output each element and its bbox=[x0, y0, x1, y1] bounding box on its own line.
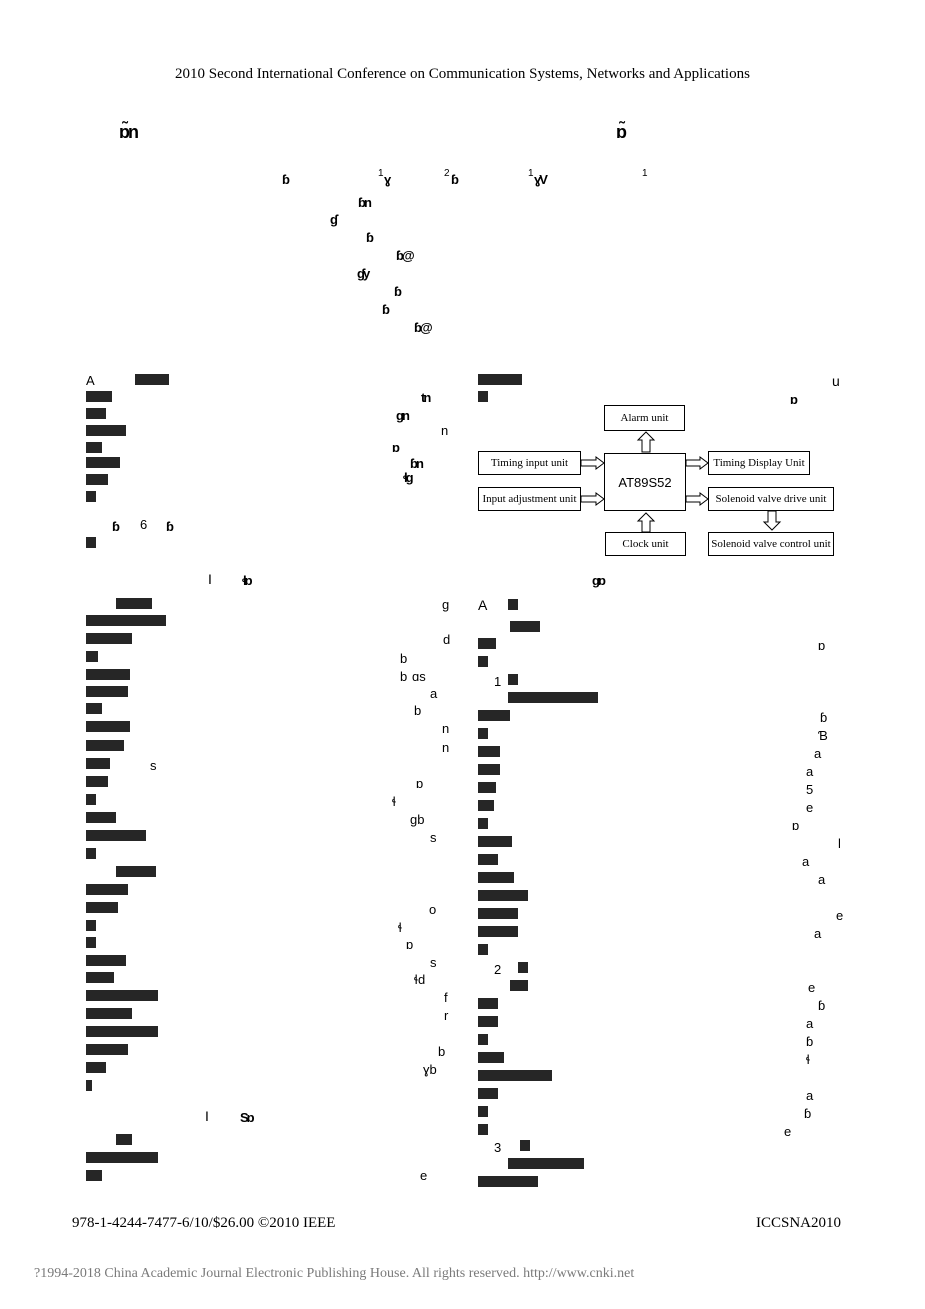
valve-control-block: Solenoid valve control unit bbox=[708, 532, 834, 556]
author-sup-4: 1 bbox=[642, 168, 648, 179]
left-fragment: n bbox=[441, 423, 449, 438]
garbled-glyph-run bbox=[86, 1170, 102, 1181]
edge-glyph: a bbox=[430, 686, 438, 701]
arrow-to-alarm bbox=[638, 432, 654, 452]
edge-glyph: Ɓ bbox=[818, 728, 828, 743]
edge-glyph: ɓ bbox=[804, 1106, 812, 1121]
garbled-glyph-run bbox=[116, 866, 156, 877]
title-fragment-right: ɒ̃ bbox=[616, 122, 625, 142]
edge-glyph: ɬd bbox=[414, 972, 426, 987]
edge-glyph: g bbox=[442, 597, 450, 612]
edge-glyph: e bbox=[784, 1124, 792, 1139]
arrow-to-valve-control bbox=[764, 511, 780, 530]
garbled-glyph-run bbox=[86, 633, 132, 644]
edge-glyph: a bbox=[814, 746, 822, 761]
garbled-glyph-run bbox=[478, 1034, 488, 1045]
edge-glyph: ɑs bbox=[412, 669, 426, 684]
edge-glyph: a bbox=[806, 764, 814, 779]
left-last-char: e bbox=[420, 1168, 428, 1183]
edge-glyph: ɡb bbox=[410, 812, 425, 827]
garbled-glyph-run bbox=[86, 669, 130, 680]
edge-glyph: a bbox=[806, 1016, 814, 1031]
garbled-glyph-run bbox=[86, 920, 96, 931]
garbled-glyph-run bbox=[86, 1152, 158, 1163]
garbled-glyph-run bbox=[478, 746, 500, 757]
garbled-glyph-run bbox=[478, 1106, 488, 1117]
affiliation-fragment: ɓ bbox=[382, 302, 388, 317]
list-number-3: 3 bbox=[494, 1140, 502, 1155]
left-fragment: ɒ bbox=[392, 440, 398, 455]
garbled-glyph-run bbox=[478, 944, 488, 955]
edge-glyph: ɬ bbox=[398, 920, 402, 935]
garbled-glyph-run bbox=[86, 651, 98, 662]
garbled-glyph-run bbox=[86, 1062, 106, 1073]
arrow-to-valve-drive bbox=[686, 493, 708, 505]
author-sup-2: 2 bbox=[444, 168, 450, 179]
right-fragment: ɒ bbox=[790, 392, 796, 407]
edge-glyph: b bbox=[438, 1044, 446, 1059]
garbled-glyph-run bbox=[86, 884, 128, 895]
edge-glyph: ɬ bbox=[392, 794, 396, 809]
garbled-glyph-run bbox=[508, 674, 518, 685]
garbled-glyph-run bbox=[86, 812, 116, 823]
author-sup-1: 1 bbox=[378, 168, 384, 179]
edge-glyph: d bbox=[443, 632, 451, 647]
garbled-glyph-run bbox=[86, 615, 166, 626]
garbled-glyph-run bbox=[86, 758, 110, 769]
garbled-glyph-run bbox=[520, 1140, 530, 1151]
edge-glyph: ɣb bbox=[423, 1062, 437, 1077]
left-fragment: ɬg bbox=[403, 470, 412, 485]
edge-glyph: ɓ bbox=[806, 1034, 814, 1049]
section-1-title: ɬɒ bbox=[242, 573, 251, 588]
author-sup-3: 1 bbox=[528, 168, 534, 179]
edge-glyph: 5 bbox=[806, 782, 814, 797]
garbled-glyph-run bbox=[86, 1008, 132, 1019]
arrow-from-clock bbox=[638, 513, 654, 532]
edge-glyph: ɒ bbox=[792, 818, 800, 833]
left-fragment: ɡn bbox=[396, 408, 408, 423]
affiliation-fragment: ɓ@ bbox=[396, 248, 413, 263]
author-fragment-c: ɓ bbox=[451, 172, 457, 187]
garbled-glyph-run bbox=[478, 836, 512, 847]
garbled-glyph-run bbox=[478, 926, 518, 937]
alarm-unit-block: Alarm unit bbox=[604, 405, 685, 431]
author-fragment-a: ɓ bbox=[282, 172, 288, 187]
footer-isbn: 978-1-4244-7477-6/10/$26.00 ©2010 IEEE bbox=[72, 1215, 336, 1231]
keyword-fragment: 6 bbox=[140, 517, 148, 532]
garbled-glyph-run bbox=[478, 890, 528, 901]
garbled-glyph-run bbox=[86, 902, 118, 913]
list-number-2: 2 bbox=[494, 962, 502, 977]
affiliation-fragment: ɠ bbox=[330, 212, 336, 227]
edge-glyph: ɓ bbox=[820, 710, 828, 725]
garbled-glyph-run bbox=[86, 937, 96, 948]
right-fragment: u bbox=[832, 373, 840, 389]
edge-glyph: ɬ bbox=[806, 1052, 810, 1067]
garbled-glyph-run bbox=[478, 1124, 488, 1135]
garbled-glyph-run bbox=[86, 972, 114, 983]
list-number-1: 1 bbox=[494, 674, 502, 689]
left-fragment: tn bbox=[421, 390, 430, 405]
edge-glyph: e bbox=[806, 800, 814, 815]
edge-glyph: ɒ bbox=[416, 776, 424, 791]
garbled-glyph-run bbox=[478, 1176, 538, 1187]
edge-glyph: s bbox=[430, 955, 437, 970]
figure-caption-fragment: ɡɒ bbox=[592, 573, 604, 588]
garbled-glyph-run bbox=[478, 818, 488, 829]
section-2-number: I bbox=[205, 1108, 209, 1124]
garbled-glyph-run bbox=[86, 955, 126, 966]
garbled-glyph-run bbox=[86, 686, 128, 697]
section-2-title: Sɒ bbox=[240, 1110, 253, 1125]
edge-glyph: ɒ bbox=[818, 638, 826, 653]
edge-glyph: b bbox=[400, 669, 408, 684]
garbled-glyph-run bbox=[478, 728, 488, 739]
garbled-glyph-run bbox=[86, 740, 124, 751]
timing-display-block: Timing Display Unit bbox=[708, 451, 810, 475]
garbled-glyph-run bbox=[478, 854, 498, 865]
edge-glyph: a bbox=[814, 926, 822, 941]
garbled-glyph-run bbox=[86, 990, 158, 1001]
garbled-glyph-run bbox=[478, 782, 496, 793]
garbled-glyph-run bbox=[478, 872, 514, 883]
garbled-glyph-run bbox=[86, 1044, 128, 1055]
garbled-glyph-run bbox=[478, 1070, 552, 1081]
garbled-glyph-run bbox=[86, 776, 108, 787]
garbled-glyph-run bbox=[86, 1026, 158, 1037]
garbled-glyph-run bbox=[478, 800, 494, 811]
affiliation-fragment: ɓ bbox=[366, 230, 372, 245]
timing-input-block: Timing input unit bbox=[478, 451, 581, 475]
subsection-a-label: A bbox=[478, 597, 488, 613]
garbled-glyph-run bbox=[478, 638, 496, 649]
copyright-notice: ?1994-2018 China Academic Journal Electronic Publishing House. All rights reserved. http://www.cnki.net bbox=[34, 1266, 635, 1281]
edge-glyph: a bbox=[806, 1088, 814, 1103]
left-fragment: ɓn bbox=[410, 456, 422, 471]
garbled-glyph-run bbox=[86, 1080, 92, 1091]
footer-conference-code: ICCSNA2010 bbox=[756, 1215, 842, 1231]
garbled-glyph-run bbox=[86, 794, 96, 805]
garbled-glyph-run bbox=[478, 1088, 498, 1099]
garbled-glyph-run bbox=[510, 621, 540, 632]
garbled-glyph-run bbox=[508, 599, 518, 610]
arrow-from-timing-input bbox=[581, 457, 604, 469]
garbled-glyph-run bbox=[478, 998, 498, 1009]
garbled-glyph-run bbox=[478, 1016, 498, 1027]
edge-glyph: a bbox=[802, 854, 810, 869]
garbled-glyph-run bbox=[508, 1158, 584, 1169]
edge-glyph: e bbox=[836, 908, 844, 923]
arrow-from-input-adjust bbox=[581, 493, 604, 505]
author-fragment-d: ɣV bbox=[534, 172, 546, 187]
edge-glyph: o bbox=[429, 902, 437, 917]
affiliation-fragment: ɓn bbox=[358, 195, 370, 210]
edge-glyph: e bbox=[808, 980, 816, 995]
garbled-glyph-run bbox=[518, 962, 528, 973]
affiliation-fragment: ɓ bbox=[394, 284, 400, 299]
edge-glyph: r bbox=[444, 1008, 449, 1023]
edge-glyph: b bbox=[400, 651, 408, 666]
garbled-glyph-run bbox=[478, 656, 488, 667]
garbled-glyph-run bbox=[86, 703, 102, 714]
edge-glyph: b bbox=[414, 703, 422, 718]
garbled-glyph-run bbox=[86, 848, 96, 859]
garbled-glyph-run bbox=[478, 710, 510, 721]
section-1-number: I bbox=[208, 571, 212, 587]
affiliation-fragment: ɓ@ bbox=[414, 320, 431, 335]
keyword-fragment: ɓ bbox=[166, 519, 172, 534]
at89s52-block: AT89S52 bbox=[604, 453, 686, 511]
edge-glyph: s bbox=[150, 758, 157, 773]
garbled-glyph-run bbox=[478, 908, 518, 919]
edge-glyph: f bbox=[444, 990, 448, 1005]
edge-glyph: a bbox=[818, 872, 826, 887]
garbled-glyph-run bbox=[86, 830, 146, 841]
clock-unit-block: Clock unit bbox=[605, 532, 686, 556]
valve-drive-block: Solenoid valve drive unit bbox=[708, 487, 834, 511]
garbled-glyph-run bbox=[478, 764, 500, 775]
garbled-glyph-run bbox=[508, 692, 598, 703]
garbled-glyph-run bbox=[510, 980, 528, 991]
arrow-to-timing-display bbox=[686, 457, 708, 469]
input-adjustment-block: Input adjustment unit bbox=[478, 487, 581, 511]
title-fragment-left: ɒ̃n bbox=[119, 122, 137, 142]
conference-header: 2010 Second International Conference on Communication Systems, Networks and Applications bbox=[175, 66, 750, 82]
edge-glyph: s bbox=[430, 830, 437, 845]
abstract-label: A bbox=[86, 373, 95, 388]
edge-glyph: ɓ bbox=[818, 998, 826, 1013]
author-fragment-b: ɣ bbox=[384, 172, 390, 187]
edge-glyph: n bbox=[442, 721, 450, 736]
garbled-glyph-run bbox=[116, 1134, 132, 1145]
edge-glyph: n bbox=[442, 740, 450, 755]
edge-glyph: l bbox=[838, 836, 841, 851]
keyword-fragment: ɓ bbox=[112, 519, 118, 534]
garbled-glyph-run bbox=[86, 721, 130, 732]
edge-glyph: ɒ bbox=[406, 937, 414, 952]
affiliation-fragment: ɠy bbox=[357, 266, 369, 281]
garbled-glyph-run bbox=[478, 1052, 504, 1063]
